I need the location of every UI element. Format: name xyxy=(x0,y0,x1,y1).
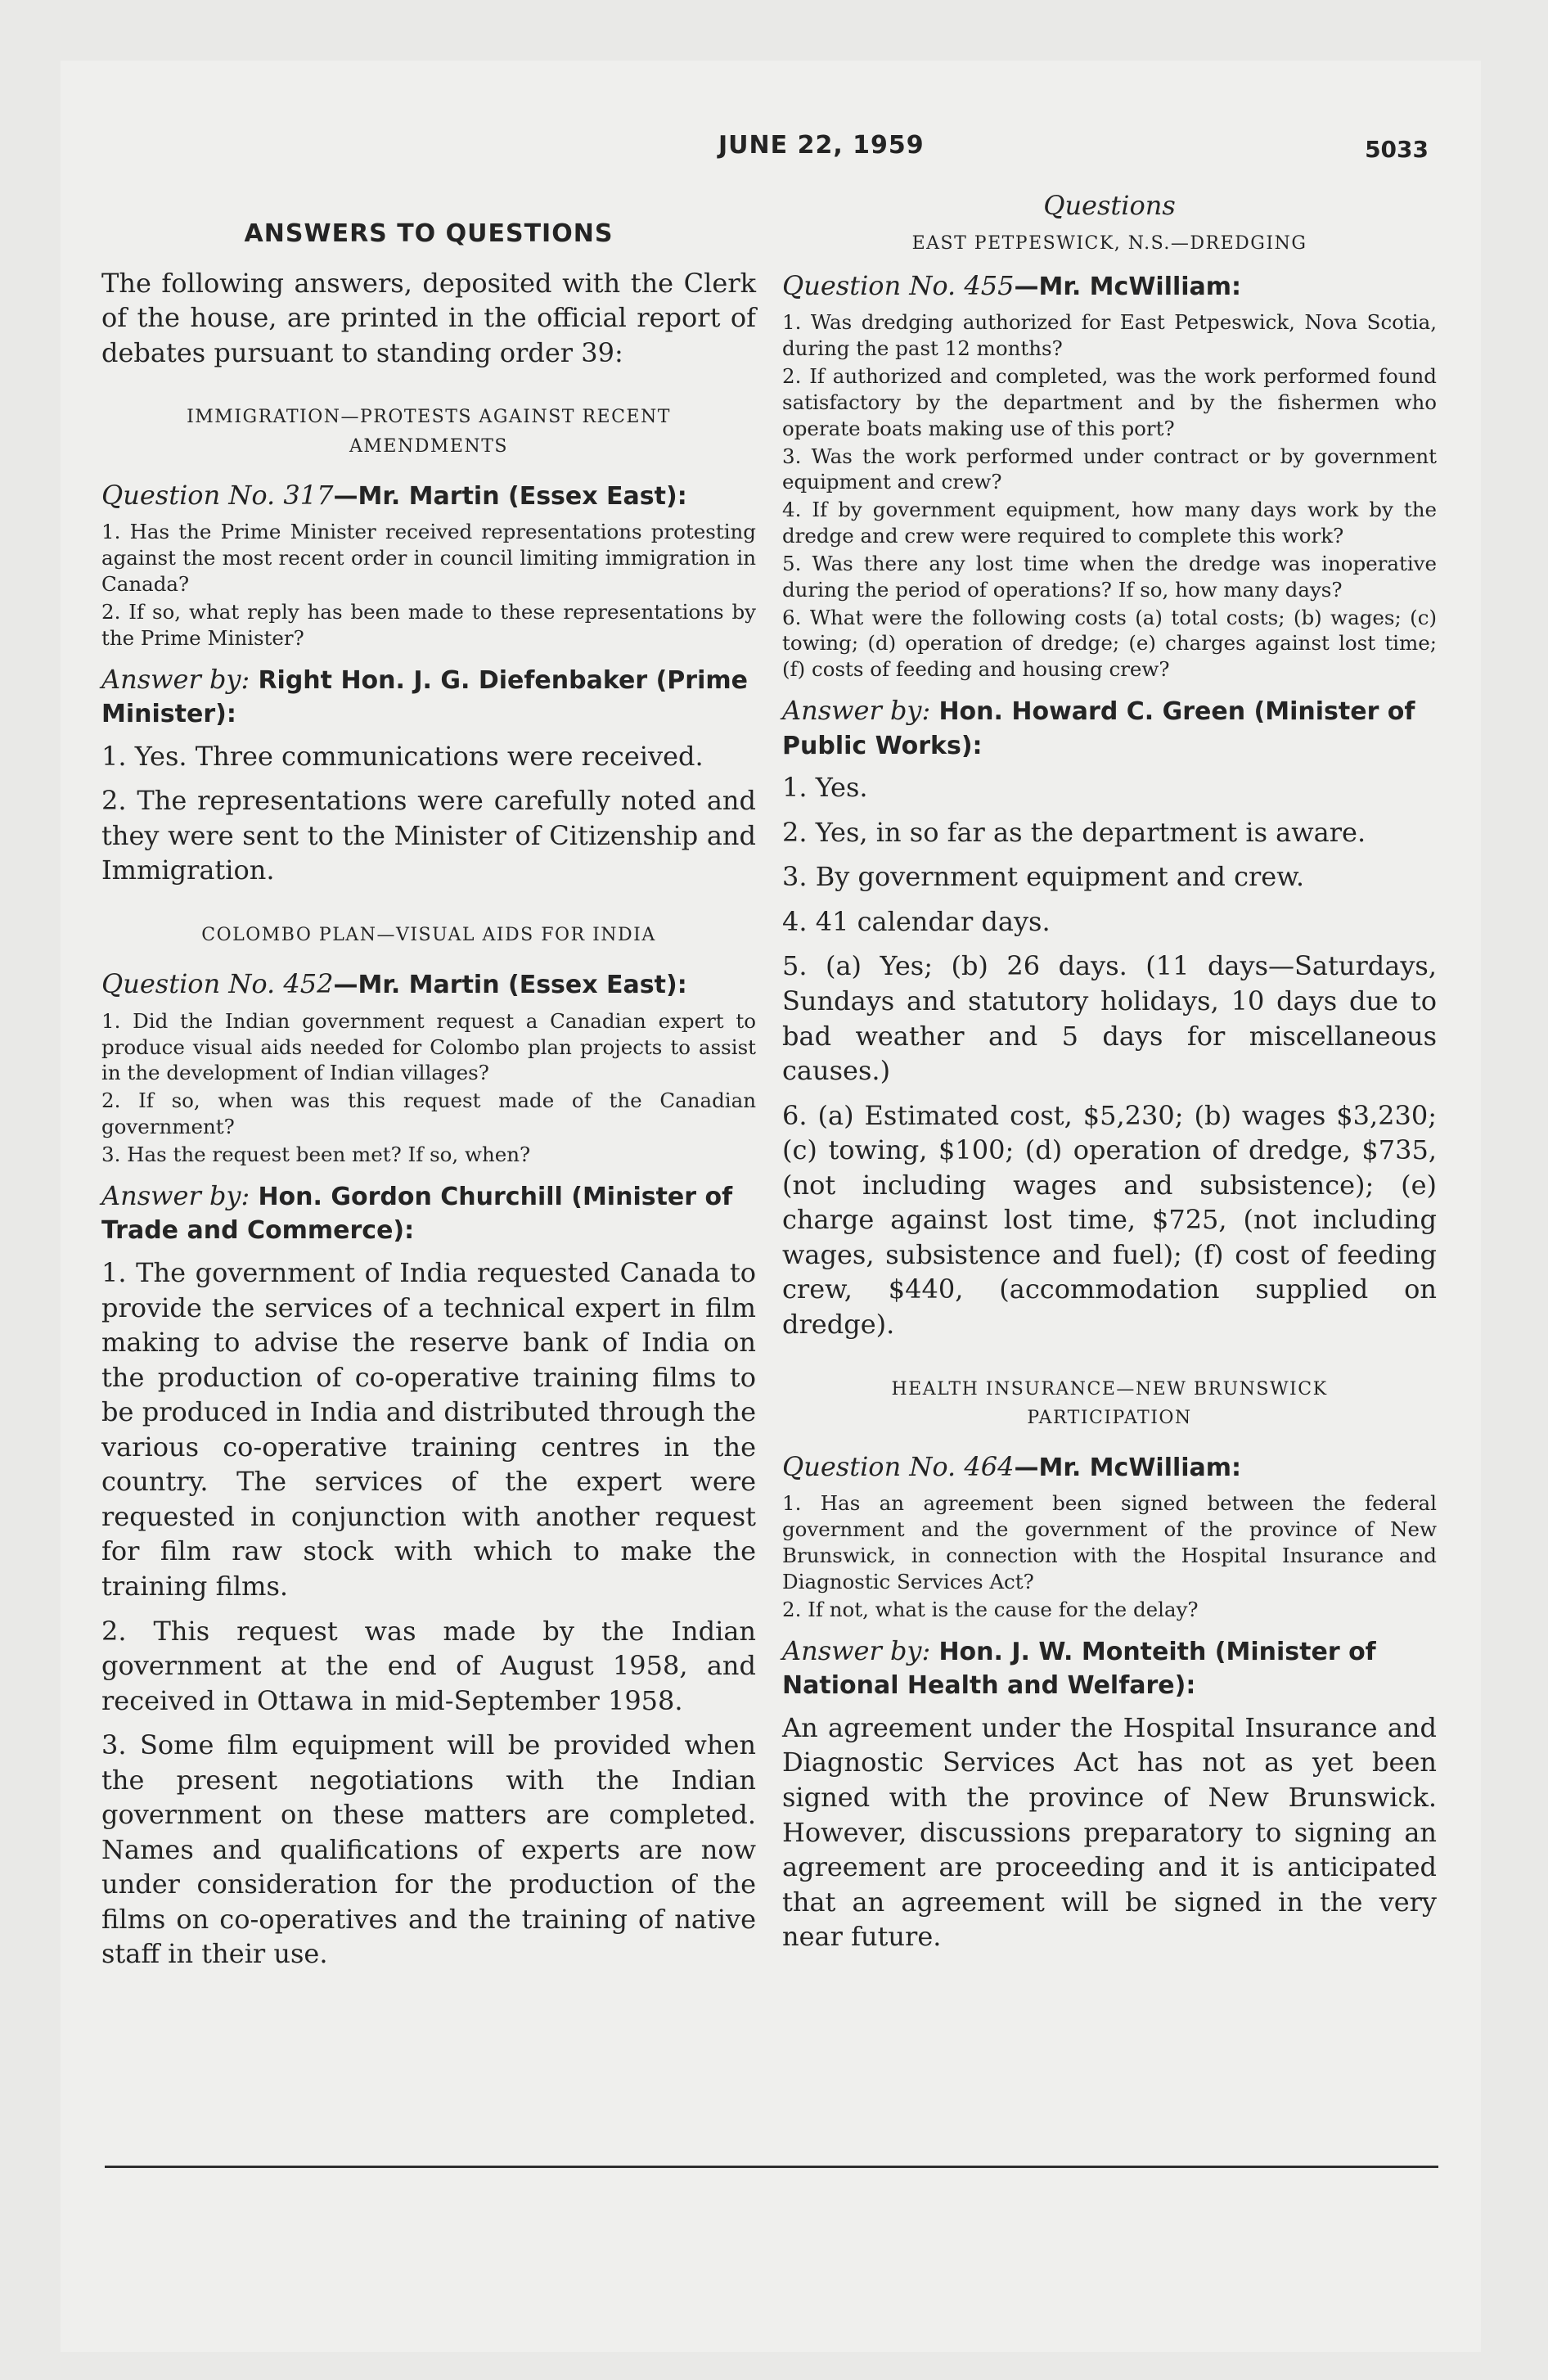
question-item: 2. If not, what is the cause for the delay? xyxy=(782,1597,1199,1621)
page-header xyxy=(61,131,1481,180)
section-title-immigration: IMMIGRATION—PROTESTS AGAINST RECENT AMENDMENTS xyxy=(187,407,671,457)
answer-minister: Hon. J. W. Monteith (Minister of National Health and Welfare): xyxy=(782,1637,1376,1701)
answer-item: 3. By government equipment and crew. xyxy=(782,861,1304,893)
answer-label: Answer by: xyxy=(782,1634,931,1666)
question-item: 3. Has the request been met? If so, when? xyxy=(101,1143,531,1166)
question-item: 2. If so, when was this request made of the Canadian government? xyxy=(101,1089,756,1139)
question-317-line xyxy=(101,479,756,513)
answer-item: 1. The government of India requested Canada to provide the services of a technical expert in film making to advise the reserve bank of India on the production of co-operative training films to be produced in India and distributed through the various co-operative training centres in the country. The services of the expert were requested in conjunction with another request for film raw stock with which to make the training films. xyxy=(101,1257,756,1602)
answer-by-line xyxy=(101,1179,756,1247)
answer-item: 1. Yes. Three communications were received. xyxy=(101,740,704,772)
answer-item: 5. (a) Yes; (b) 26 days. (11 days—Saturdays, Sundays and statutory holidays, 10 days due to bad weather and 5 days for miscellaneous causes.) xyxy=(782,950,1437,1087)
answer-item: 1. Yes. xyxy=(782,772,868,804)
section-title-petpeswick: EAST PETPESWICK, N.S.—DREDGING xyxy=(911,232,1307,254)
question-item: 3. Was the work performed under contract or by government equipment and crew? xyxy=(782,444,1437,494)
section-title-health-insurance: HEALTH INSURANCE—NEW BRUNSWICK PARTICIPATION xyxy=(891,1378,1328,1428)
answer-label: Answer by: xyxy=(101,1179,250,1211)
answer-item: 6. (a) Estimated cost, $5,230; (b) wages $3,230; (c) towing, $100; (d) operation of dredge, $735, (not including wages and subsistence); (e) charge against lost time, $725, (not including wages, subsistence and fuel); (f) cost of feeding crew, $440, (accommodation supplied on dredge). xyxy=(782,1099,1437,1340)
answer-minister: Hon. Howard C. Green (Minister of Public Works): xyxy=(782,697,1415,760)
question-member: —Mr. McWilliam: xyxy=(1014,1453,1242,1482)
question-item: 1. Has an agreement been signed between the federal government and the government of the province of New Brunswick, in connection with the Hospital Insurance and Diagnostic Services Act? xyxy=(782,1491,1437,1593)
header-date: JUNE 22, 1959 xyxy=(718,131,925,160)
answer-minister: Hon. Gordon Churchill (Minister of Trade and Commerce): xyxy=(101,1182,733,1246)
question-item: 6. What were the following costs (a) total costs; (b) wages; (c) towing; (d) operation of dredge; (e) charges against lost time; (f) costs of feeding and housing crew? xyxy=(782,605,1437,682)
running-head: Questions xyxy=(1043,190,1176,221)
answer-item: 2. This request was made by the Indian government at the end of August 1958, and received in Ottawa in mid-September 1958. xyxy=(101,1615,756,1716)
left-column xyxy=(101,188,756,1981)
question-label: Question No. 464 xyxy=(782,1450,1015,1482)
question-item: 5. Was there any lost time when the dredge was inoperative during the period of operations? If so, how many days? xyxy=(782,551,1437,602)
answer-item: An agreement under the Hospital Insurance and Diagnostic Services Act has not as yet been signed with the province of New Brunswick. However, discussions preparatory to signing an agreement are proceeding and it is anticipated that an agreement will be signed in the very near future. xyxy=(782,1711,1437,1953)
answer-label: Answer by: xyxy=(101,663,250,695)
answer-item: 2. The representations were carefully noted and they were sent to the Minister of Citizenship and Immigration. xyxy=(101,785,756,886)
answer-by-line xyxy=(782,1634,1437,1702)
right-column xyxy=(782,188,1437,1964)
question-member: —Mr. Martin (Essex East): xyxy=(333,481,687,511)
question-455-line xyxy=(782,269,1437,304)
question-label: Question No. 317 xyxy=(101,479,334,511)
question-464-line xyxy=(782,1450,1437,1485)
question-item: 1. Has the Prime Minister received representations protesting against the most recent order in council limiting immigration in Canada? xyxy=(101,520,756,597)
answer-minister: Right Hon. J. G. Diefenbaker (Prime Minister): xyxy=(101,665,748,729)
answer-item: 2. Yes, in so far as the department is aware. xyxy=(782,816,1366,848)
question-452-line xyxy=(101,967,756,1002)
bottom-rule xyxy=(105,2166,1438,2168)
question-item: 4. If by government equipment, how many days work by the dredge and crew were required to complete this work? xyxy=(782,498,1437,548)
question-label: Question No. 452 xyxy=(101,968,334,1000)
answer-item: 4. 41 calendar days. xyxy=(782,905,1051,937)
main-heading: ANSWERS TO QUESTIONS xyxy=(244,219,614,248)
question-item: 1. Did the Indian government request a Canadian expert to produce visual aids needed for Colombo plan projects to assist in the development of Indian villages? xyxy=(101,1008,756,1085)
question-item: 1. Was dredging authorized for East Petpeswick, Nova Scotia, during the past 12 months? xyxy=(782,310,1437,361)
question-member: —Mr. Martin (Essex East): xyxy=(333,971,687,1000)
question-item: 2. If so, what reply has been made to these representations by the Prime Minister? xyxy=(101,599,756,650)
page-number: 5033 xyxy=(1365,136,1429,163)
question-item: 2. If authorized and completed, was the work performed found satisfactory by the department and by the fishermen who operate boats making use of this port? xyxy=(782,363,1437,440)
answer-by-line xyxy=(101,663,756,731)
answer-by-line xyxy=(782,694,1437,762)
answer-item: 3. Some film equipment will be provided when the present negotiations with the Indian government on these matters are completed. Names and qualifications of experts are now under consideration for the production of the films on co-operatives and the training of native staff in their use. xyxy=(101,1729,756,1970)
answer-label: Answer by: xyxy=(782,695,931,727)
question-label: Question No. 455 xyxy=(782,269,1015,301)
intro-paragraph: The following answers, deposited with the Clerk of the house, are printed in the official report of debates pursuant to standing order 39: xyxy=(101,267,756,368)
question-member: —Mr. McWilliam: xyxy=(1014,272,1242,301)
section-title-colombo: COLOMBO PLAN—VISUAL AIDS FOR INDIA xyxy=(201,925,656,945)
